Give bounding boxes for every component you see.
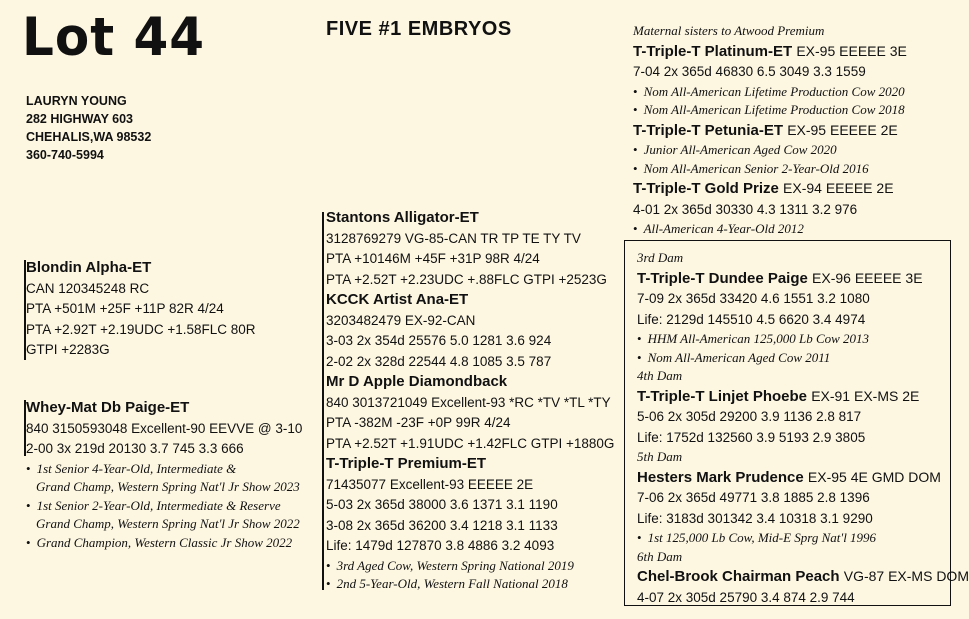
paternal-grandsire-pta1: PTA +10146M +45F +31P 98R 4/24 [326, 251, 540, 266]
maternal-bracket [322, 376, 324, 590]
sister-grade: EX-94 EEEEE 2E [783, 180, 894, 196]
sister-award: • Junior All-American Aged Cow 2020 [633, 141, 907, 160]
dam-award: Grand Champ, Western Spring Nat'l Jr Show 2022 [36, 516, 300, 531]
paternal-granddam-rec1: 3-03 2x 354d 25576 5.0 1281 3.6 924 [326, 333, 552, 348]
ancestor-dam-grade: VG-87 EX-MS DOM [843, 568, 969, 584]
maternal-granddam-award: • 2nd 5-Year-Old, Western Fall National 2018 [326, 575, 614, 594]
sire-pta1: PTA +501M +25F +11P 82R 4/24 [26, 301, 224, 316]
maternal-sisters-intro: Maternal sisters to Atwood Premium [633, 23, 825, 38]
maternal-grandsire-name: Mr D Apple Diamondback [326, 373, 508, 390]
ancestor-dam-grade: EX-96 EEEEE 3E [812, 269, 923, 286]
maternal-granddam-rec2: 3-08 2x 365d 36200 3.4 1218 3.1 1133 [326, 517, 558, 533]
maternal-granddam-reg: 71435077 Excellent-93 EEEEE 2E [326, 476, 534, 492]
paternal-grandsire-reg: 3128769279 VG-85-CAN TR TP TE TY TV [326, 230, 581, 246]
maternal-granddam-award: • 3rd Aged Cow, Western Spring National 2019 [326, 557, 614, 576]
sister-grade: EX-95 EEEEE 2E [787, 121, 898, 138]
ancestor-dam-record: 7-09 2x 365d 33420 4.6 1551 3.2 1080 [637, 291, 870, 306]
ancestor-dam-name: Hesters Mark Prudence EX-95 4E GMD DOM [637, 468, 941, 486]
maternal-grandparents [326, 372, 614, 594]
dam-lineage-box [624, 240, 969, 606]
consignor-name: LAURYN YOUNG [26, 94, 127, 108]
maternal-grandsire-reg: 840 3013721049 Excellent-93 *RC *TV *TL *TY [326, 394, 611, 410]
maternal-granddam-name: T-Triple-T Premium-ET [326, 455, 487, 472]
sister-name: T-Triple-T Petunia-ET EX-95 EEEEE 2E [633, 121, 898, 139]
sire-pta2: PTA +2.92T +2.19UDC +1.58FLC 80R [26, 321, 256, 337]
headline: FIVE #1 EMBRYOS [326, 18, 512, 40]
consignor-city: CHEHALIS,WA 98532 [26, 130, 152, 144]
ancestor-dam-name: T-Triple-T Linjet Phoebe EX-91 EX-MS 2E [637, 387, 920, 405]
ancestor-dam-record: 4-07 2x 305d 25790 3.4 874 2.9 744 [637, 589, 855, 605]
maternal-grandsire-pta2: PTA +2.52T +1.91UDC +1.42FLC GTPI +1880G [326, 435, 615, 451]
paternal-grandsire-pta2: PTA +2.52T +2.23UDC +.88FLC GTPI +2523G [326, 271, 607, 287]
lot-title: Lot 44 [22, 6, 206, 68]
sister-name: T-Triple-T Gold Prize EX-94 EEEEE 2E [633, 180, 894, 197]
sire-gtpi: GTPI +2283G [26, 342, 110, 357]
maternal-grandsire-pta1: PTA -382M -23F +0P 99R 4/24 [326, 415, 511, 430]
ancestor-dam-life: Life: 2129d 145510 4.5 6620 3.4 4974 [637, 311, 866, 327]
dam-reg: 840 3150593048 Excellent-90 EEVVE @ 3-10 [26, 420, 303, 436]
maternal-granddam-rec1: 5-03 2x 365d 38000 3.6 1371 3.1 1190 [326, 497, 558, 512]
dam-award: • Grand Champion, Western Classic Jr Show 2022 [26, 534, 302, 553]
dam-generation-label: 6th Dam [637, 548, 683, 564]
paternal-granddam-rec2: 2-02 2x 328d 22544 4.8 1085 3.5 787 [326, 353, 552, 369]
ancestor-dam-award: • HHM All-American 125,000 Lb Cow 2013 [637, 330, 969, 349]
ancestor-dam-record: 5-06 2x 305d 29200 3.9 1136 2.8 817 [637, 409, 862, 424]
dam-lineage-list [637, 249, 969, 608]
dam-award: • 1st Senior 4-Year-Old, Intermediate & [26, 460, 302, 479]
sister-name: T-Triple-T Platinum-ET EX-95 EEEEE 3E [633, 42, 907, 60]
sister-award: • Nom All-American Lifetime Production Cow 2018 [633, 101, 907, 120]
ancestor-dam-name: T-Triple-T Dundee Paige EX-96 EEEEE 3E [637, 269, 923, 287]
sire-reg: CAN 120345248 RC [26, 280, 150, 296]
sister-record: 7-04 2x 365d 46830 6.5 3049 3.3 1559 [633, 64, 866, 79]
sire-name: Blondin Alpha-ET [26, 259, 152, 276]
paternal-granddam-reg: 3203482479 EX-92-CAN [326, 312, 476, 328]
sister-award: • All-American 4-Year-Old 2012 [633, 220, 907, 239]
maternal-granddam-life: Life: 1479d 127870 3.8 4886 3.2 4093 [326, 538, 555, 553]
dam-name: Whey-Mat Db Paige-ET [26, 399, 190, 416]
sister-grade: EX-95 EEEEE 3E [796, 42, 907, 59]
ancestor-dam-award: • Nom All-American Aged Cow 2011 [637, 349, 969, 368]
ancestor-dam-award: • 1st 125,000 Lb Cow, Mid-E Sprg Nat'l 1996 [637, 529, 969, 548]
dam-award: • 1st Senior 2-Year-Old, Intermediate & Reserve [26, 497, 302, 516]
maternal-sisters [633, 22, 907, 239]
ancestor-dam-grade: EX-95 4E GMD DOM [807, 468, 941, 485]
sister-record: 4-01 2x 365d 30330 4.3 1311 3.2 976 [633, 201, 858, 217]
ancestor-dam-life: Life: 3183d 301342 3.4 10318 3.1 9290 [637, 510, 873, 526]
sister-award: • Nom All-American Lifetime Production Cow 2020 [633, 83, 907, 102]
sister-award: • Nom All-American Senior 2-Year-Old 2016 [633, 160, 907, 179]
consignor-address [26, 92, 151, 164]
dam-generation-label: 4th Dam [637, 368, 683, 383]
dam-record: 2-00 3x 219d 20130 3.7 745 3.3 666 [26, 441, 244, 456]
consignor-street: 282 HIGHWAY 603 [26, 112, 134, 126]
dam-block [26, 398, 302, 552]
dam-generation-label: 5th Dam [637, 449, 683, 464]
dam-generation-label: 3rd Dam [637, 250, 684, 265]
paternal-granddam-name: KCCK Artist Ana-ET [326, 291, 469, 308]
ancestor-dam-life: Life: 1752d 132560 3.9 5193 2.9 3805 [637, 429, 866, 445]
paternal-grandparents [326, 208, 607, 372]
ancestor-dam-grade: EX-91 EX-MS 2E [811, 387, 920, 404]
ancestor-dam-name: Chel-Brook Chairman Peach VG-87 EX-MS DOM [637, 568, 969, 585]
consignor-phone: 360-740-5994 [26, 148, 104, 162]
paternal-grandsire-name: Stantons Alligator-ET [326, 209, 479, 226]
sire-block [26, 258, 256, 361]
paternal-bracket [322, 212, 324, 376]
ancestor-dam-record: 7-06 2x 365d 49771 3.8 1885 2.8 1396 [637, 490, 870, 505]
dam-award: Grand Champ, Western Spring Nat'l Jr Show 2023 [36, 479, 300, 494]
